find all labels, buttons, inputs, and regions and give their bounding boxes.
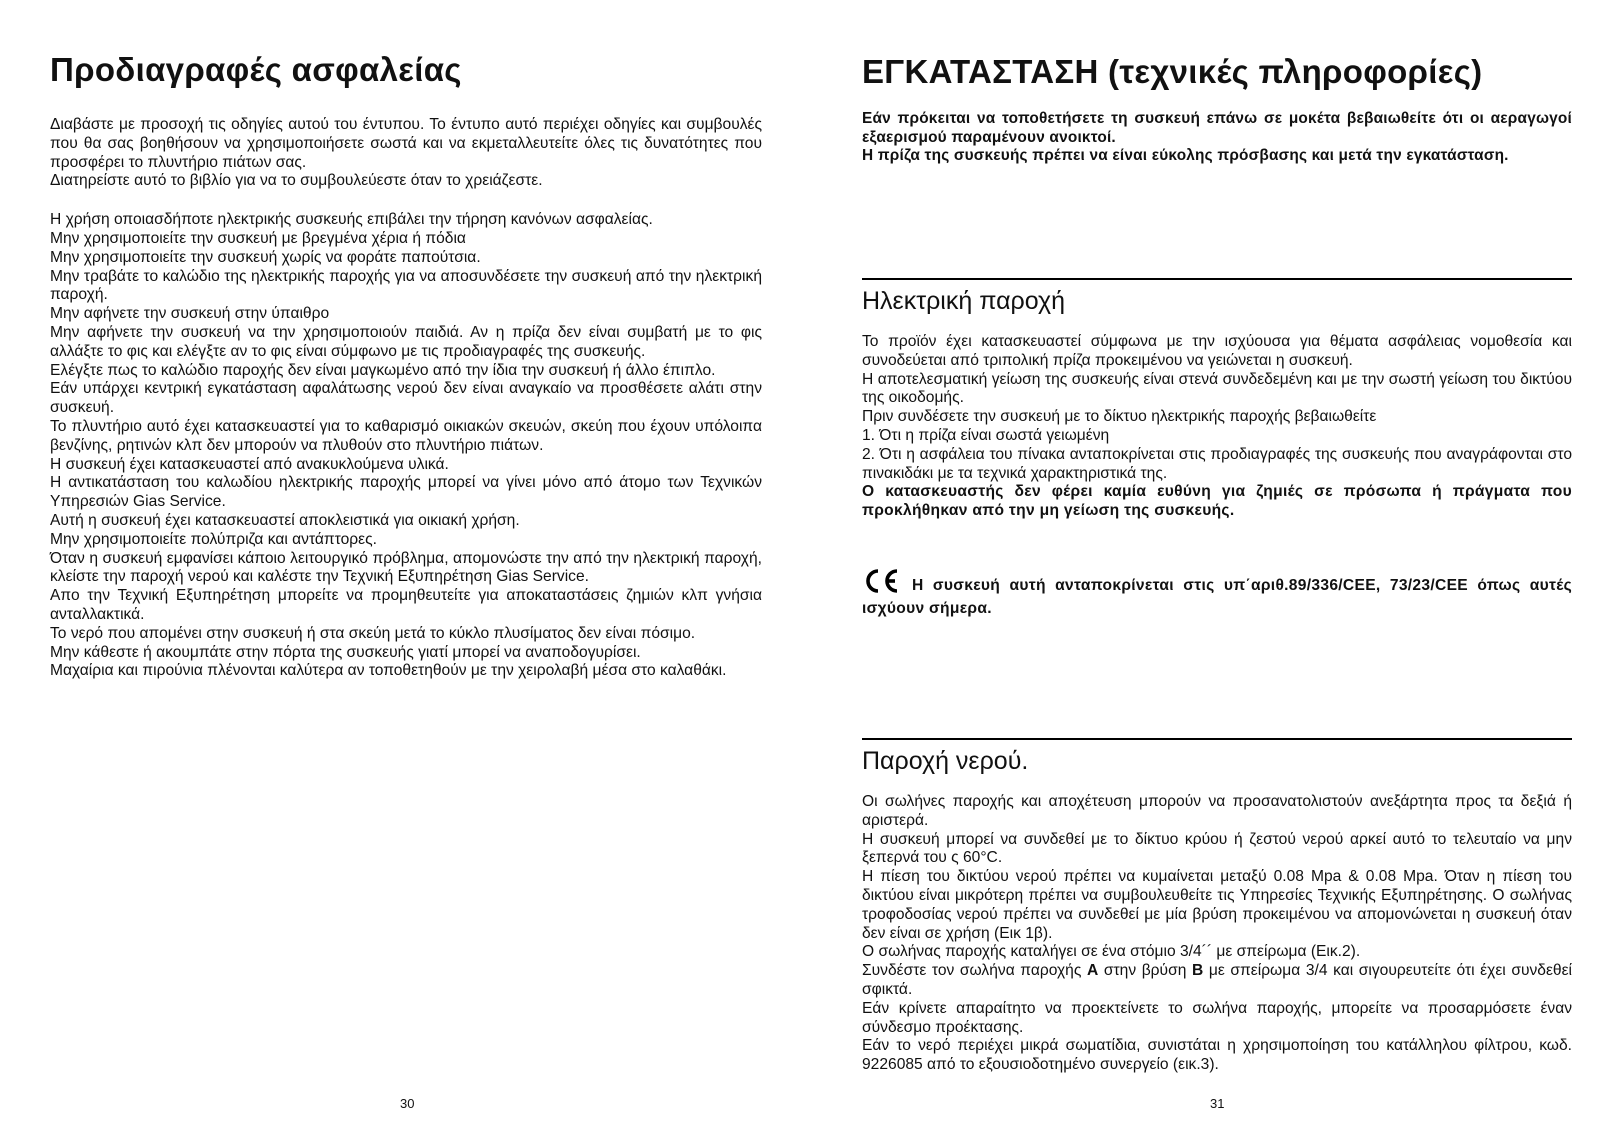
- paragraph: Εάν κρίνετε απαραίτητο να προεκτείνετε το σωλήνα παροχής, μπορείτε να προσαρμόσετε έναν σύνδεσμο προέκτασης.: [862, 999, 1572, 1036]
- paragraph: Μην κάθεστε ή ακουμπάτε στην πόρτα της συσκευής γιατί μπορεί να αναποδογυρίσει.: [50, 643, 641, 661]
- label-a: Α: [1086, 962, 1099, 980]
- paragraph: Το πλυντήριο αυτό έχει κατασκευαστεί για το καθαρισμό οικιακών σκευών, σκεύη που έχουν υπόλοιπα βενζίνης, ρητινών κλπ δεν μπορούν να πλυθούν στο πλυντήριο πιάτων.: [50, 417, 762, 454]
- intro-paragraph: Εάν πρόκειται να τοποθετήσετε τη συσκευή επάνω σε μοκέτα βεβαιωθείτε ότι οι αεραγωγοί εξαερισμού παραμένουν ανοικτοί.: [862, 110, 1572, 146]
- paragraph: Το νερό που απομένει στην συσκευή ή στα σκεύη μετά το κύκλο πλυσίματος δεν είναι πόσιμο.: [50, 624, 696, 642]
- text: στην βρύση: [1103, 962, 1187, 980]
- paragraph: Μην αφήνετε την συσκευή στην ύπαιθρο: [50, 305, 330, 323]
- list-item: 2. Ότι η ασφάλεια του πίνακα ανταποκρίνεται στις προδιαγραφές της συσκευής που αναγράφονται στο πινακιδάκι με τα τεχνικά χαρακτηριστικά της.: [862, 445, 1572, 482]
- paragraph: Πριν συνδέσετε την συσκευή με το δίκτυο ηλεκτρικής παροχής βεβαιωθείτε: [862, 408, 1377, 426]
- page-number: 30: [400, 1096, 415, 1111]
- paragraph: Η συσκευή έχει κατασκευαστεί από ανακυκλούμενα υλικά.: [50, 455, 449, 473]
- label-b: Β: [1191, 962, 1204, 980]
- paragraph: Μαχαίρια και πιρούνια πλένονται καλύτερα αν τοποθετηθούν με την χειρολαβή μέσα στο καλαθάκι.: [50, 662, 727, 680]
- paragraph: [862, 962, 1572, 1000]
- paragraph: Ελέγξτε πως το καλώδιο παροχής δεν είναι μαγκωμένο από την ίδια την συσκευή ή άλλο έπιπλο.: [50, 361, 716, 379]
- page-title: Προδιαγραφές ασφαλείας: [50, 51, 462, 88]
- water-supply-heading: Παροχή νερού.: [862, 747, 1029, 775]
- ce-mark-icon: [862, 568, 900, 600]
- section-divider: [862, 278, 1572, 280]
- ce-compliance: [862, 568, 1572, 619]
- right-page: [862, 0, 1572, 1131]
- paragraph: Η αντικατάσταση του καλωδίου ηλεκτρικής παροχής μπορεί να γίνει μόνο από άτομο των Τεχνικών Υπηρεσιών Gias Service.: [50, 474, 762, 511]
- paragraph: Η συσκευή μπορεί να συνδεθεί με το δίκτυο κρύου ή ζεστού νερού αρκεί αυτό το τελευταίο να μην ξεπερνά του ς 60°C.: [862, 830, 1572, 867]
- ce-text: Η συσκευή αυτή ανταποκρίνεται στις υπ΄αριθ.89/336/CEE, 73/23/CEE όπως αυτές ισχύουν σήμερα.: [862, 577, 1572, 617]
- installation-intro: [862, 110, 1572, 166]
- page-number: 31: [1210, 1096, 1225, 1111]
- intro-paragraph: Η πρίζα της συσκευής πρέπει να είναι εύκολης πρόσβασης και μετά την εγκατάσταση.: [862, 147, 1509, 164]
- paragraph: Ο σωλήνας παροχής καταλήγει σε ένα στόμιο 3/4´´ με σπείρωμα (Εικ.2).: [862, 943, 1361, 961]
- paragraph: Διαβάστε με προσοχή τις οδηγίες αυτού του έντυπου. Το έντυπο αυτό περιέχει οδηγίες και συμβουλές που θα σας βοηθήσουν να χρησιμοποιήσετε σωστά και να εκμεταλλευτείτε όλες τις δυνατότητες που προσφέρει το πλυντήριο πιάτων σας.: [50, 116, 762, 171]
- list-item: 1. Ότι η πρίζα είναι σωστά γειωμένη: [862, 426, 1110, 444]
- paragraph: Όταν η συσκευή εμφανίσει κάποιο λειτουργικό πρόβλημα, απομονώστε την από την ηλεκτρική παροχή, κλείστε την παροχή νερού και καλέστε την Τεχνική Εξυπηρέτηση Gias Service.: [50, 549, 762, 586]
- paragraph: Απο την Τεχνική Εξυπηρέτηση μπορείτε να προμηθευτείτε για αποκαταστάσεις ζημιών κλπ γνήσια ανταλλακτικά.: [50, 587, 762, 623]
- water-supply-text: [862, 793, 1572, 1075]
- paragraph: Μην τραβάτε το καλώδιο της ηλεκτρικής παροχής για να αποσυνδέσετε την συσκευή από την ηλεκτρική παροχή.: [50, 267, 762, 304]
- left-page: [50, 0, 762, 1131]
- text: Συνδέστε τον σωλήνα παροχής: [862, 962, 1082, 980]
- paragraph: Αυτή η συσκευή έχει κατασκευαστεί αποκλειστικά για οικιακή χρήση.: [50, 511, 520, 529]
- paragraph: Μην χρησιμοποιείτε την συσκευή χωρίς να φοράτε παπούτσια.: [50, 248, 481, 266]
- paragraph: Μην χρησιμοποιείτε πολύπριζα και αντάπτορες.: [50, 530, 377, 548]
- paragraph: Η αποτελεσματική γείωση της συσκευής είναι στενά συνδεδεμένη και με την σωστή γείωση του δικτύου της οικοδομής.: [862, 370, 1572, 407]
- warning-text: Ο κατασκευαστής δεν φέρει καμία ευθύνη για ζημιές σε πρόσωπα ή πράγματα που προκλήθηκαν από την μη γείωση της συσκευής.: [862, 483, 1572, 520]
- paragraph: Εάν υπάρχει κεντρική εγκατάσταση αφαλάτωσης νερού δεν είναι αναγκαίο να προσθέσετε αλάτι στην συσκευή.: [50, 380, 762, 417]
- electric-supply-heading: Ηλεκτρική παροχή: [862, 287, 1066, 315]
- paragraph: Η χρήση οποιασδήποτε ηλεκτρικής συσκευής επιβάλει την τήρηση κανόνων ασφαλείας.: [50, 211, 653, 229]
- safety-text: [50, 116, 762, 681]
- paragraph: Το προϊόν έχει κατασκευαστεί σύμφωνα με την ισχύουσα για θέματα ασφάλειας νομοθεσία και συνοδεύεται από τριπολική πρίζα προκειμένου να γειώνεται η συσκευή.: [862, 333, 1572, 369]
- paragraph: Διατηρείστε αυτό το βιβλίο για να το συμβουλεύεστε όταν το χρειάζεστε.: [50, 172, 543, 190]
- paragraph: Η πίεση του δικτύου νερού πρέπει να κυμαίνεται μεταξύ 0.08 Mpa & 0.08 Mpa. Όταν η πίεση του δικτύου είναι μικρότερη πρέπει να συμβουλευθείτε τις Υπηρεσίες Τεχνικής Εξυπηρέτησης. Ο σωλήνας τροφοδοσίας νερού πρέπει να συνδεθεί με μία βρύση προκειμένου να απομονώνεται η συσκευή όταν δεν είναι σε χρήση (Εικ 1β).: [862, 868, 1572, 942]
- paragraph: Εάν το νερό περιέχει μικρά σωματίδια, συνιστάται η χρησιμοποίηση του κατάλληλου φίλτρου, κωδ. 9226085 από το εξουσιοδοτημένο συνεργείο (εικ.3).: [862, 1037, 1572, 1074]
- text: με σπείρωμα 3/4 και σιγουρευτείτε ότι έχει συνδεθεί σφικτά.: [862, 962, 1572, 998]
- paragraph: Οι σωλήνες παροχής και αποχέτευση μπορούν να προσανατολιστούν ανεξάρτητα προς τα δεξιά ή αριστερά.: [862, 793, 1572, 829]
- section-divider: [862, 738, 1572, 740]
- paragraph: Μην χρησιμοποιείτε την συσκευή με βρεγμένα χέρια ή πόδια: [50, 229, 466, 247]
- electric-supply-text: [862, 333, 1572, 521]
- paragraph: Μην αφήνετε την συσκευή να την χρησιμοποιούν παιδιά. Αν η πρίζα δεν είναι συμβατή με το φις αλλάξτε το φις και ελέγξτε αν το φις είναι σύμφωνο με τις προδιαγραφές της συσκευής.: [50, 323, 762, 360]
- page-title: ΕΓΚΑΤΑΣΤΑΣΗ (τεχνικές πληροφορίες): [862, 53, 1483, 90]
